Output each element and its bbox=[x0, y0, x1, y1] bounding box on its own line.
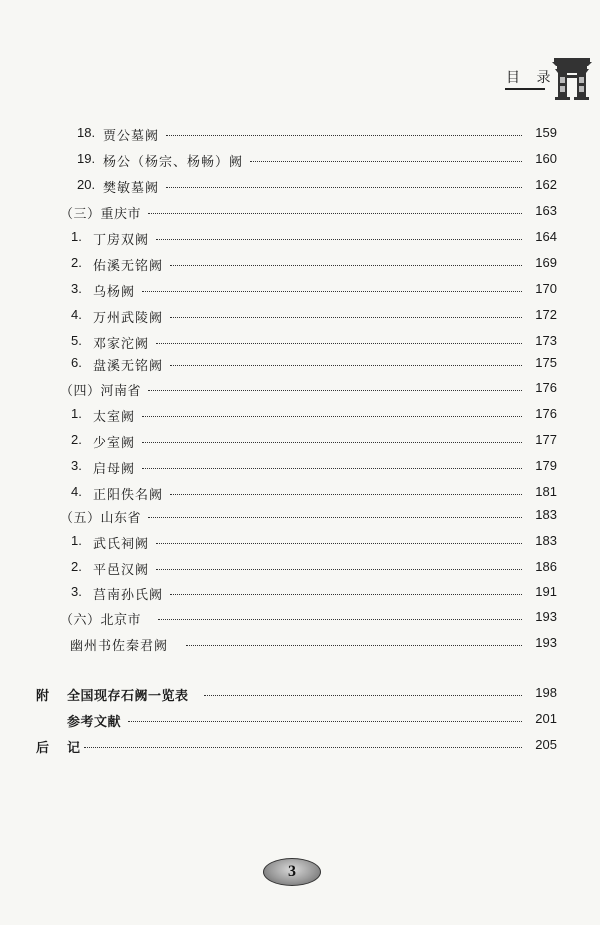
toc-entry-title: 参考文献 bbox=[67, 715, 122, 730]
toc-section-title: （五）山东省 bbox=[60, 511, 142, 526]
toc-appendix-entry[interactable] bbox=[0, 711, 600, 735]
toc-section[interactable] bbox=[0, 203, 600, 227]
toc-entry-page: 193 bbox=[535, 609, 557, 624]
toc-entry[interactable] bbox=[0, 458, 600, 482]
toc-appendix-entry[interactable] bbox=[0, 685, 600, 709]
toc-appendix-label: 附 bbox=[36, 689, 50, 704]
toc-entry-page: 176 bbox=[535, 406, 557, 421]
toc-entry-title: 正阳佚名阙 bbox=[93, 488, 164, 503]
running-header-title: 目 录 bbox=[506, 70, 557, 86]
toc-entry[interactable] bbox=[0, 484, 600, 508]
toc-entry-number: 2. bbox=[71, 559, 82, 574]
toc-leader bbox=[166, 135, 522, 136]
toc-entry[interactable] bbox=[0, 281, 600, 305]
toc-entry-title: 武氏祠阙 bbox=[93, 537, 150, 552]
toc-entry[interactable] bbox=[0, 559, 600, 583]
toc-entry-page: 181 bbox=[535, 484, 557, 499]
toc-entry-number: 3. bbox=[71, 584, 82, 599]
toc-entry-title: 幽州书佐秦君阙 bbox=[70, 639, 169, 654]
toc-section-title: （三）重庆市 bbox=[60, 207, 142, 222]
toc-entry-title: 邓家沱阙 bbox=[93, 337, 150, 352]
toc-leader bbox=[148, 213, 522, 214]
toc-entry-page: 169 bbox=[535, 255, 557, 270]
toc-entry[interactable] bbox=[0, 125, 600, 149]
toc-leader bbox=[170, 494, 522, 495]
toc-entry-number: 4. bbox=[71, 484, 82, 499]
toc-entry[interactable] bbox=[0, 533, 600, 557]
toc-entry-title: 樊敏墓阙 bbox=[103, 181, 160, 196]
toc-entry-title: 丁房双阙 bbox=[93, 233, 150, 248]
toc-section[interactable] bbox=[0, 609, 600, 633]
toc-entry-title: 乌杨阙 bbox=[93, 285, 136, 300]
toc-leader bbox=[170, 365, 522, 366]
toc-entry-number: 20. bbox=[77, 177, 96, 192]
toc-leader bbox=[148, 517, 522, 518]
toc-entry-title: 少室阙 bbox=[93, 436, 136, 451]
toc-entry[interactable] bbox=[0, 432, 600, 456]
que-gate-icon bbox=[552, 56, 592, 100]
toc-entry-number: 19. bbox=[77, 151, 96, 166]
toc-entry-page: 164 bbox=[535, 229, 557, 244]
toc-leader bbox=[128, 721, 522, 722]
toc-entry-page: 172 bbox=[535, 307, 557, 322]
toc-entry-title: 杨公（杨宗、杨畅）阙 bbox=[103, 155, 244, 170]
toc-section[interactable] bbox=[0, 507, 600, 531]
toc-entry-title: 全国现存石阙一览表 bbox=[67, 689, 189, 704]
toc-entry[interactable] bbox=[0, 307, 600, 331]
toc-section-title: （四）河南省 bbox=[60, 384, 142, 399]
toc-entry-number: 4. bbox=[71, 307, 82, 322]
toc-entry-page: 193 bbox=[535, 635, 557, 650]
toc-leader bbox=[156, 543, 522, 544]
toc-section[interactable] bbox=[0, 380, 600, 404]
toc-entry-page: 160 bbox=[535, 151, 557, 166]
toc-entry-page: 191 bbox=[535, 584, 557, 599]
toc-entry-page: 186 bbox=[535, 559, 557, 574]
toc-entry-page: 159 bbox=[535, 125, 557, 140]
toc-appendix-entry[interactable] bbox=[0, 737, 600, 761]
toc-leader bbox=[186, 645, 522, 646]
toc-entry[interactable] bbox=[0, 406, 600, 430]
toc-leader bbox=[170, 317, 522, 318]
toc-entry-title: 太室阙 bbox=[93, 410, 136, 425]
toc-leader bbox=[170, 594, 522, 595]
toc-entry-number: 2. bbox=[71, 255, 82, 270]
toc-entry[interactable] bbox=[0, 355, 600, 379]
toc-entry-number: 1. bbox=[71, 229, 82, 244]
toc-entry-page: 179 bbox=[535, 458, 557, 473]
toc-entry-page: 175 bbox=[535, 355, 557, 370]
toc-leader bbox=[204, 695, 522, 696]
page-number: 3 bbox=[288, 863, 296, 880]
toc-entry-page: 183 bbox=[535, 507, 557, 522]
toc-entry-page: 201 bbox=[535, 711, 557, 726]
toc-entry-title: 贾公墓阙 bbox=[103, 129, 160, 144]
toc-leader bbox=[170, 265, 522, 266]
toc-entry-page: 173 bbox=[535, 333, 557, 348]
toc-appendix-label: 后 bbox=[36, 741, 50, 756]
toc-entry[interactable] bbox=[0, 229, 600, 253]
toc-leader bbox=[142, 416, 522, 417]
toc-entry[interactable] bbox=[0, 177, 600, 201]
toc-leader bbox=[142, 442, 522, 443]
toc-leader bbox=[156, 343, 522, 344]
toc-entry-page: 183 bbox=[535, 533, 557, 548]
toc-entry-number: 3. bbox=[71, 281, 82, 296]
toc-entry-number: 1. bbox=[71, 406, 82, 421]
toc-entry-number: 1. bbox=[71, 533, 82, 548]
toc-entry-page: 177 bbox=[535, 432, 557, 447]
toc-entry-number: 5. bbox=[71, 333, 82, 348]
toc-leader bbox=[156, 569, 522, 570]
toc-leader bbox=[142, 468, 522, 469]
toc-entry-title: 平邑汉阙 bbox=[93, 563, 150, 578]
toc-entry-title: 盘溪无铭阙 bbox=[93, 359, 164, 374]
toc-entry-page: 176 bbox=[535, 380, 557, 395]
toc-leader bbox=[148, 390, 522, 391]
toc-entry-page: 205 bbox=[535, 737, 557, 752]
toc-entry-page: 163 bbox=[535, 203, 557, 218]
toc-entry[interactable] bbox=[0, 255, 600, 279]
header-underline bbox=[505, 88, 545, 90]
page-number-badge bbox=[263, 858, 321, 886]
toc-leader bbox=[84, 747, 522, 748]
toc-entry-title: 万州武陵阙 bbox=[93, 311, 164, 326]
toc-leader bbox=[158, 619, 522, 620]
toc-entry[interactable] bbox=[0, 584, 600, 608]
toc-leader bbox=[250, 161, 522, 162]
toc-entry-number: 3. bbox=[71, 458, 82, 473]
toc-entry-page: 162 bbox=[535, 177, 557, 192]
toc-leader bbox=[142, 291, 522, 292]
toc-entry[interactable] bbox=[0, 151, 600, 175]
toc-leader bbox=[156, 239, 522, 240]
toc-section-title: （六）北京市 bbox=[60, 613, 142, 628]
toc-entry[interactable] bbox=[0, 333, 600, 357]
toc-entry[interactable] bbox=[0, 635, 600, 659]
toc-entry-number: 6. bbox=[71, 355, 82, 370]
toc-entry-number: 18. bbox=[77, 125, 96, 140]
toc-entry-page: 198 bbox=[535, 685, 557, 700]
toc-entry-title: 莒南孙氏阙 bbox=[93, 588, 164, 603]
toc-entry-title: 启母阙 bbox=[93, 462, 136, 477]
toc-entry-title: 佑溪无铭阙 bbox=[93, 259, 164, 274]
toc-entry-title: 记 bbox=[67, 741, 81, 756]
toc-entry-number: 2. bbox=[71, 432, 82, 447]
toc-entry-page: 170 bbox=[535, 281, 557, 296]
toc-leader bbox=[166, 187, 522, 188]
